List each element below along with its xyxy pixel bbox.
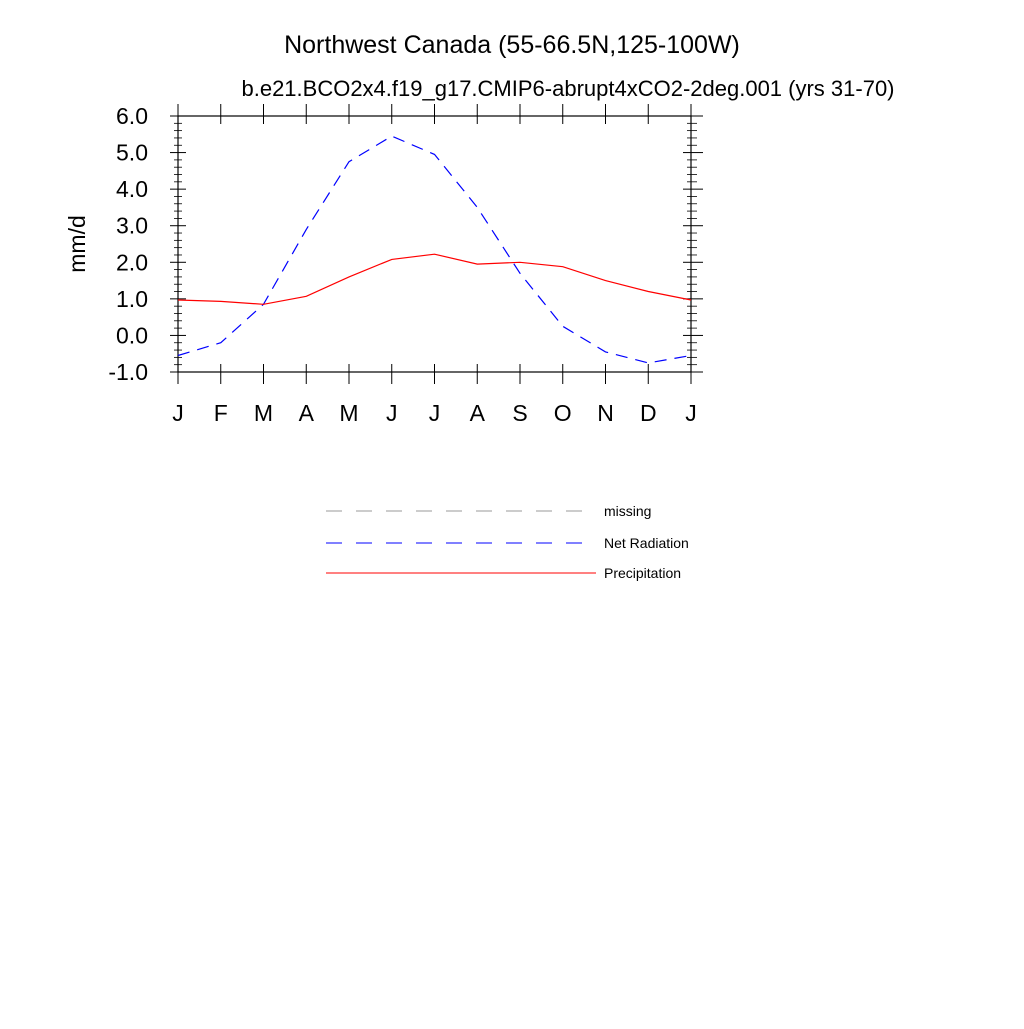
x-tick-label: S (512, 400, 527, 426)
x-tick-label: J (172, 400, 184, 426)
x-tick-label: J (685, 400, 697, 426)
legend-label-net-radiation: Net Radiation (604, 535, 689, 551)
y-tick-label: 4.0 (116, 176, 148, 202)
y-tick-label: 3.0 (116, 213, 148, 239)
y-tick-label: 1.0 (116, 286, 148, 312)
y-tick-label: 6.0 (116, 103, 148, 129)
chart-subtitle: b.e21.BCO2x4.f19_g17.CMIP6-abrupt4xCO2-2deg.001 (yrs 31-70) (241, 76, 894, 101)
y-tick-label: 0.0 (116, 322, 148, 348)
chart-title: Northwest Canada (55-66.5N,125-100W) (284, 31, 740, 59)
x-tick-label: A (470, 400, 486, 426)
y-tick-label: 5.0 (116, 140, 148, 166)
y-axis-label: mm/d (64, 215, 90, 273)
x-tick-label: D (640, 400, 657, 426)
x-tick-label: F (214, 400, 228, 426)
series-line-net-radiation (178, 136, 691, 363)
x-tick-label: O (554, 400, 572, 426)
y-tick-label: 2.0 (116, 249, 148, 275)
x-tick-label: M (254, 400, 273, 426)
legend-label-precipitation: Precipitation (604, 565, 681, 581)
x-tick-label: N (597, 400, 614, 426)
series-line-precipitation (178, 254, 691, 304)
x-tick-label: A (299, 400, 315, 426)
x-tick-label: M (339, 400, 358, 426)
legend-label-missing: missing (604, 503, 651, 519)
legend (326, 503, 689, 581)
x-tick-label: J (386, 400, 398, 426)
y-tick-label: -1.0 (108, 359, 148, 385)
plot-area (108, 103, 703, 426)
x-tick-label: J (429, 400, 441, 426)
